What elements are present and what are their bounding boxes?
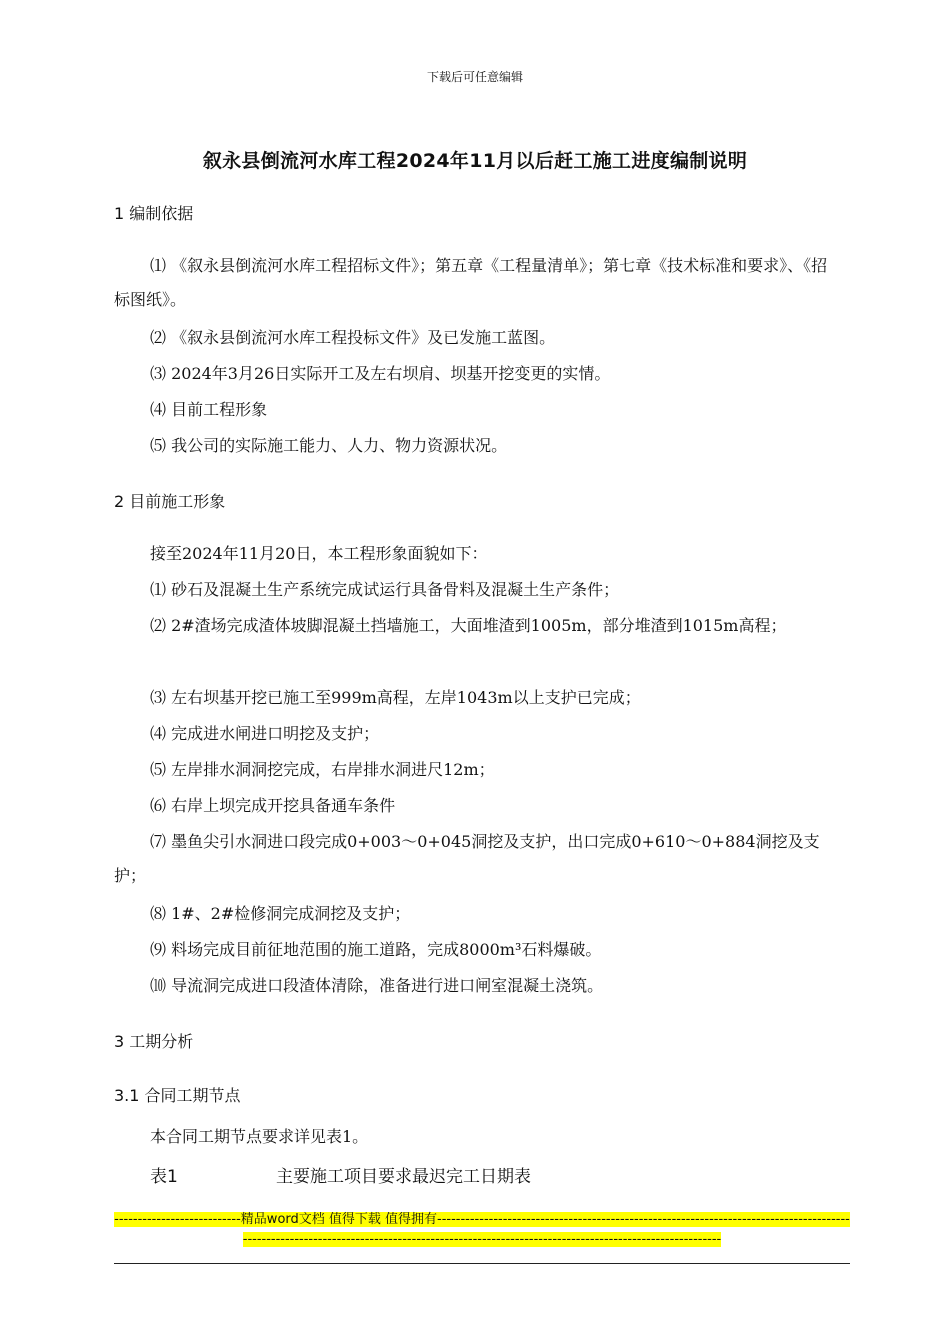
footer-divider — [114, 1263, 850, 1264]
document-title: 叙永县倒流河水库工程2024年11月以后赶工施工进度编制说明 — [202, 150, 748, 172]
section-2-heading: 2 目前施工形象 — [114, 492, 226, 511]
table-title: 主要施工项目要求最迟完工日期表 — [276, 1167, 531, 1187]
section-2-item-1: ⑴ 砂石及混凝土生产系统完成试运行具备骨料及混凝土生产条件； — [150, 580, 620, 599]
section-3-heading: 3 工期分析 — [114, 1032, 194, 1051]
section-1-item-4: ⑷ 目前工程形象 — [150, 400, 268, 419]
table-caption — [150, 1162, 531, 1187]
footer-banner-text: ---------------------------精品word文档 值得下载 值得拥有---------------------------------------------------------------------------------------------------------------------------------------------------------------------------------------------- — [114, 1212, 850, 1247]
footer-banner — [114, 1210, 850, 1250]
section-2-item-2: ⑵ 2#渣场完成渣体坡脚混凝土挡墙施工，大面堆渣到1005m，部分堆渣到1015m高程； — [150, 616, 787, 635]
section-2-item-9: ⑼ 料场完成目前征地范围的施工道路，完成8000m³石料爆破。 — [150, 940, 602, 959]
section-1-item-1: ⑴ 《叙永县倒流河水库工程招标文件》；第五章《工程量清单》；第七章《技术标准和要求》、《招标图纸》。 — [114, 256, 828, 309]
section-2-item-6: ⑹ 右岸上坝完成开挖具备通车条件 — [150, 796, 396, 815]
header-note: 下载后可任意编辑 — [426, 70, 523, 84]
section-1-item-5: ⑸ 我公司的实际施工能力、人力、物力资源状况。 — [150, 436, 508, 455]
section-2-item-8: ⑻ 1#、2#检修洞完成洞挖及支护； — [150, 904, 411, 923]
table-label: 表1 — [150, 1167, 178, 1187]
section-1-item-3: ⑶ 2024年3月26日实际开工及左右坝肩、坝基开挖变更的实情。 — [150, 364, 611, 383]
section-2-item-3: ⑶ 左右坝基开挖已施工至999m高程，左岸1043m以上支护已完成； — [150, 688, 641, 707]
section-1-item-2: ⑵ 《叙永县倒流河水库工程投标文件》及已发施工蓝图。 — [150, 328, 556, 347]
section-2-item-4: ⑷ 完成进水闸进口明挖及支护； — [150, 724, 380, 743]
section-1-heading: 1 编制依据 — [114, 204, 194, 223]
section-2-item-7: ⑺ 墨鱼尖引水洞进口段完成0+003～0+045洞挖及支护，出口完成0+610～0+884洞挖及支护； — [114, 832, 820, 885]
section-3-1-text: 本合同工期节点要求详见表1。 — [150, 1127, 369, 1146]
section-2-intro: 接至2024年11月20日，本工程形象面貌如下： — [150, 544, 488, 563]
section-2-item-5: ⑸ 左岸排水洞洞挖完成，右岸排水洞进尺12m； — [150, 760, 495, 779]
section-3-1-heading: 3.1 合同工期节点 — [114, 1086, 241, 1105]
section-2-item-10: ⑽ 导流洞完成进口段渣体清除，准备进行进口闸室混凝土浇筑。 — [150, 976, 604, 995]
